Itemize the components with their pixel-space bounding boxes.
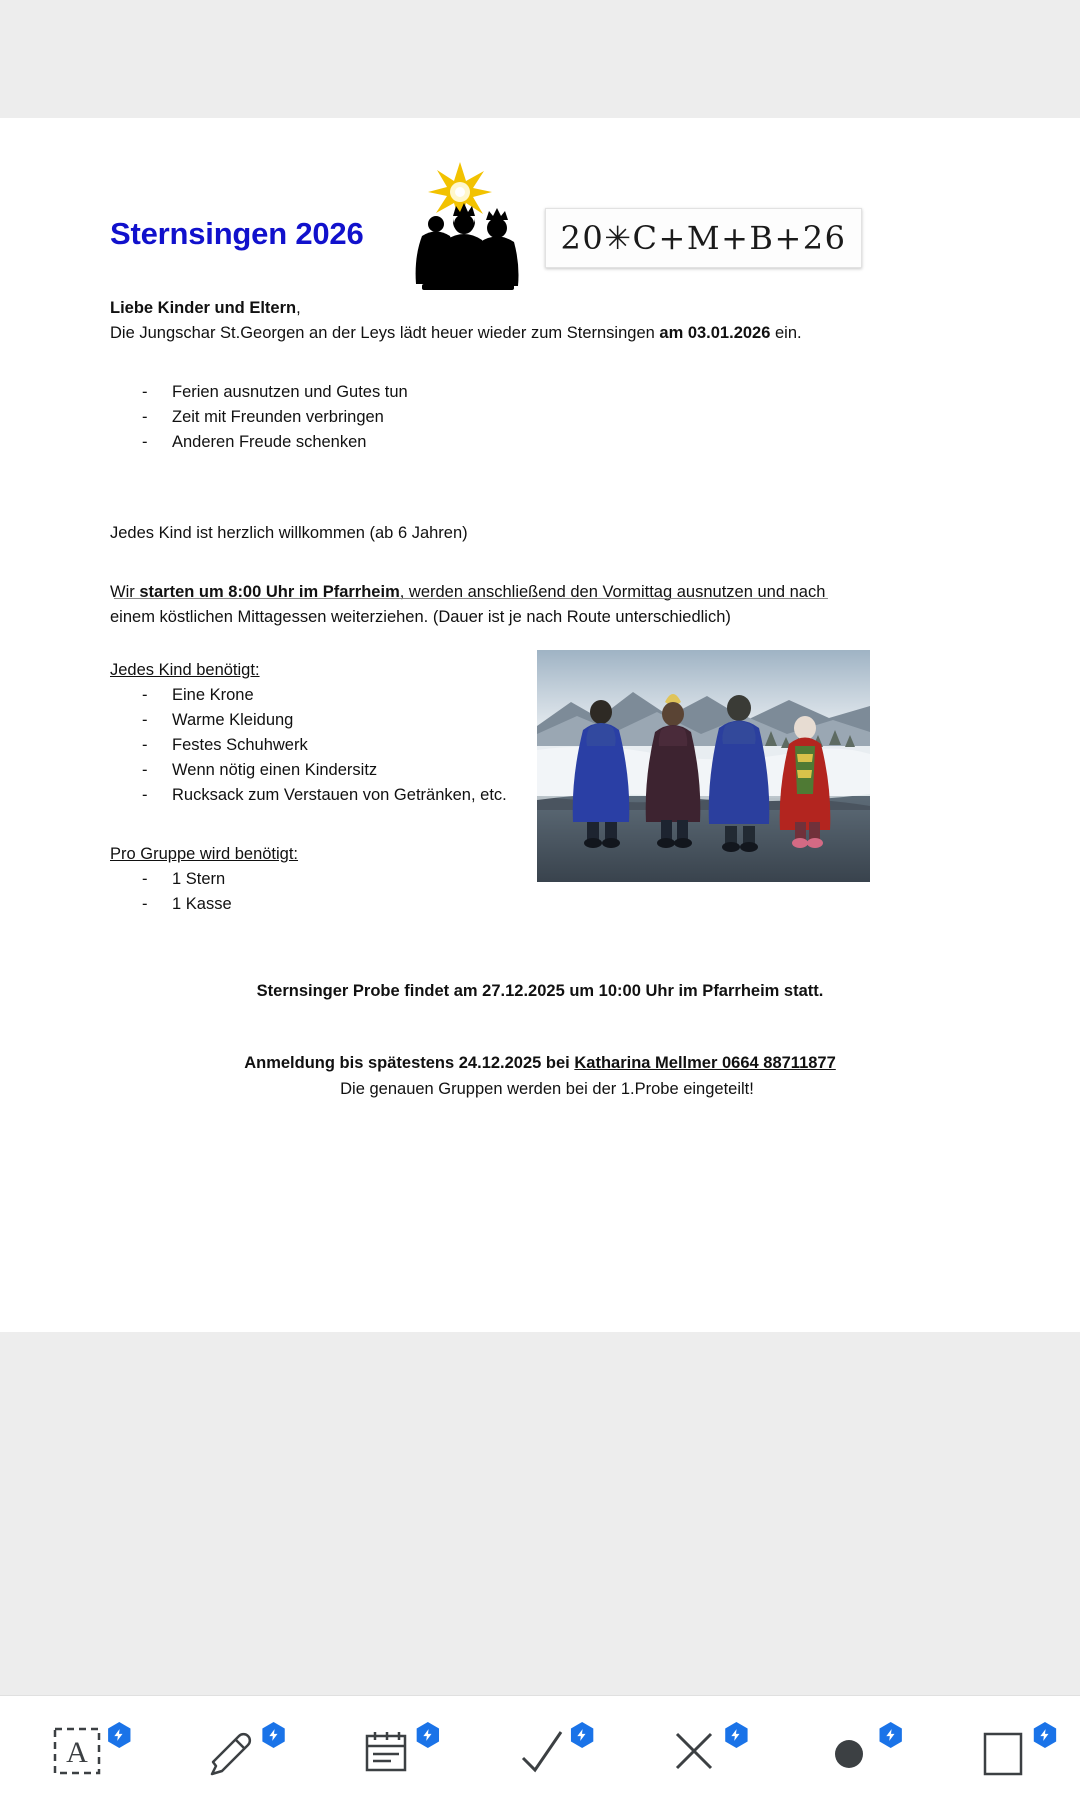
document-header (110, 158, 970, 308)
note-tool[interactable] (309, 1696, 463, 1806)
start-time-bold: starten um 8:00 Uhr im Pfarrheim (139, 583, 400, 601)
filled-circle-icon (820, 1722, 878, 1780)
star-singers-photo (537, 650, 870, 882)
start-time-paragraph (110, 580, 840, 630)
ai-spark-badge[interactable] (569, 1722, 595, 1748)
cmb-inscription: 20✳C+M+B+26 (560, 219, 847, 257)
document-page (0, 118, 1080, 1332)
ai-spark-icon (421, 1728, 435, 1742)
dash-bullet: - (142, 786, 148, 804)
reasons-list (110, 380, 840, 455)
list-item (110, 867, 530, 892)
intro-paragraph (110, 321, 840, 346)
registration-prefix: Anmeldung bis spätestens 24.12.2025 bei (244, 1054, 575, 1072)
list-item-label: Warme Kleidung (172, 711, 294, 729)
ai-spark-badge[interactable] (723, 1722, 749, 1748)
ai-spark-badge[interactable] (878, 1722, 904, 1748)
rehearsal-notice: Sternsinger Probe findet am 27.12.2025 um 10:00 Uhr im Pfarrheim statt. (256, 982, 824, 1000)
select-text-icon (48, 1722, 106, 1780)
dash-bullet: - (142, 761, 148, 779)
list-item (110, 892, 530, 917)
section-divider (114, 598, 828, 599)
child-needs-list (110, 683, 530, 808)
ai-spark-icon (884, 1728, 898, 1742)
svg-text:A: A (66, 1736, 88, 1769)
dash-bullet: - (142, 711, 148, 729)
intro-text-b: ein. (770, 324, 802, 342)
checkmark-icon (511, 1722, 569, 1780)
dash-bullet: - (142, 686, 148, 704)
list-item (110, 783, 530, 808)
cross-tool[interactable] (617, 1696, 771, 1806)
start-prefix: Wir (110, 583, 140, 601)
list-item (110, 430, 840, 455)
dash-bullet: - (142, 408, 148, 426)
start-rest: , werden anschließend den Vormittag ausnutzen und nach einem köstlichen Mittagessen weiterziehen. (Dauer ist je nach Route unterschiedlich) (110, 583, 826, 626)
salutation-bold: Liebe Kinder und Eltern (110, 299, 297, 317)
dash-bullet: - (142, 433, 148, 451)
highlighter-icon (202, 1722, 260, 1780)
list-item-label: Zeit mit Freunden verbringen (172, 408, 384, 426)
dash-bullet: - (142, 895, 148, 913)
ai-spark-badge[interactable] (261, 1722, 287, 1748)
list-item-label: Eine Krone (172, 686, 254, 704)
salutation (110, 296, 840, 321)
ai-spark-icon (1038, 1728, 1052, 1742)
intro-text-a: Die Jungschar St.Georgen an der Leys lädt heuer wieder zum Sternsingen (110, 324, 660, 342)
registration-note: Die genauen Gruppen werden bei der 1.Probe eingeteilt! (340, 1080, 754, 1098)
ai-spark-icon (112, 1728, 126, 1742)
ai-spark-badge[interactable] (106, 1722, 132, 1748)
list-item-label: 1 Kasse (172, 895, 232, 913)
intro-date: am 03.01.2026 (659, 324, 771, 342)
checkmark-tool[interactable] (463, 1696, 617, 1806)
list-item (110, 708, 530, 733)
ai-spark-icon (575, 1728, 589, 1742)
list-item-label: Anderen Freude schenken (172, 433, 367, 451)
list-item (110, 733, 530, 758)
document-body (110, 296, 840, 630)
dash-bullet: - (142, 870, 148, 888)
dash-bullet: - (142, 736, 148, 754)
ai-spark-badge[interactable] (1032, 1722, 1058, 1748)
salutation-comma: , (296, 299, 301, 317)
list-item-label: 1 Stern (172, 870, 226, 888)
ai-spark-icon (729, 1728, 743, 1742)
list-item-label: Wenn nötig einen Kindersitz (172, 761, 378, 779)
rectangle-icon (974, 1722, 1032, 1780)
footer-notices (110, 978, 970, 1102)
cross-icon (665, 1722, 723, 1780)
list-item (110, 380, 840, 405)
cmb-blessing-plate (545, 208, 862, 268)
three-kings-star-icon (398, 158, 528, 298)
dash-bullet: - (142, 383, 148, 401)
list-item (110, 758, 530, 783)
list-item-label: Festes Schuhwerk (172, 736, 308, 754)
registration-contact: Katharina Mellmer 0664 88711877 (574, 1054, 836, 1072)
highlighter-tool[interactable] (154, 1696, 308, 1806)
list-item (110, 405, 840, 430)
requirements-section (110, 658, 530, 917)
document-content (110, 118, 970, 1332)
sticky-note-icon (357, 1722, 415, 1780)
group-needs-heading: Pro Gruppe wird benötigt: (110, 845, 299, 863)
ai-spark-badge[interactable] (415, 1722, 441, 1748)
list-item-label: Ferien ausnutzen und Gutes tun (172, 383, 408, 401)
group-needs-list (110, 867, 530, 917)
dot-tool[interactable] (771, 1696, 925, 1806)
annotation-toolbar[interactable] (0, 1695, 1080, 1806)
welcome-paragraph: Jedes Kind ist herzlich willkommen (ab 6 Jahren) (110, 524, 468, 542)
rectangle-tool[interactable] (926, 1696, 1080, 1806)
child-needs-heading: Jedes Kind benötigt: (110, 661, 260, 679)
registration-notice (110, 1050, 970, 1076)
list-item-label: Rucksack zum Verstauen von Getränken, etc. (172, 786, 507, 804)
list-item (110, 683, 530, 708)
page-title: Sternsingen 2026 (110, 216, 364, 251)
text-select-tool[interactable] (0, 1696, 154, 1806)
ai-spark-icon (267, 1728, 281, 1742)
